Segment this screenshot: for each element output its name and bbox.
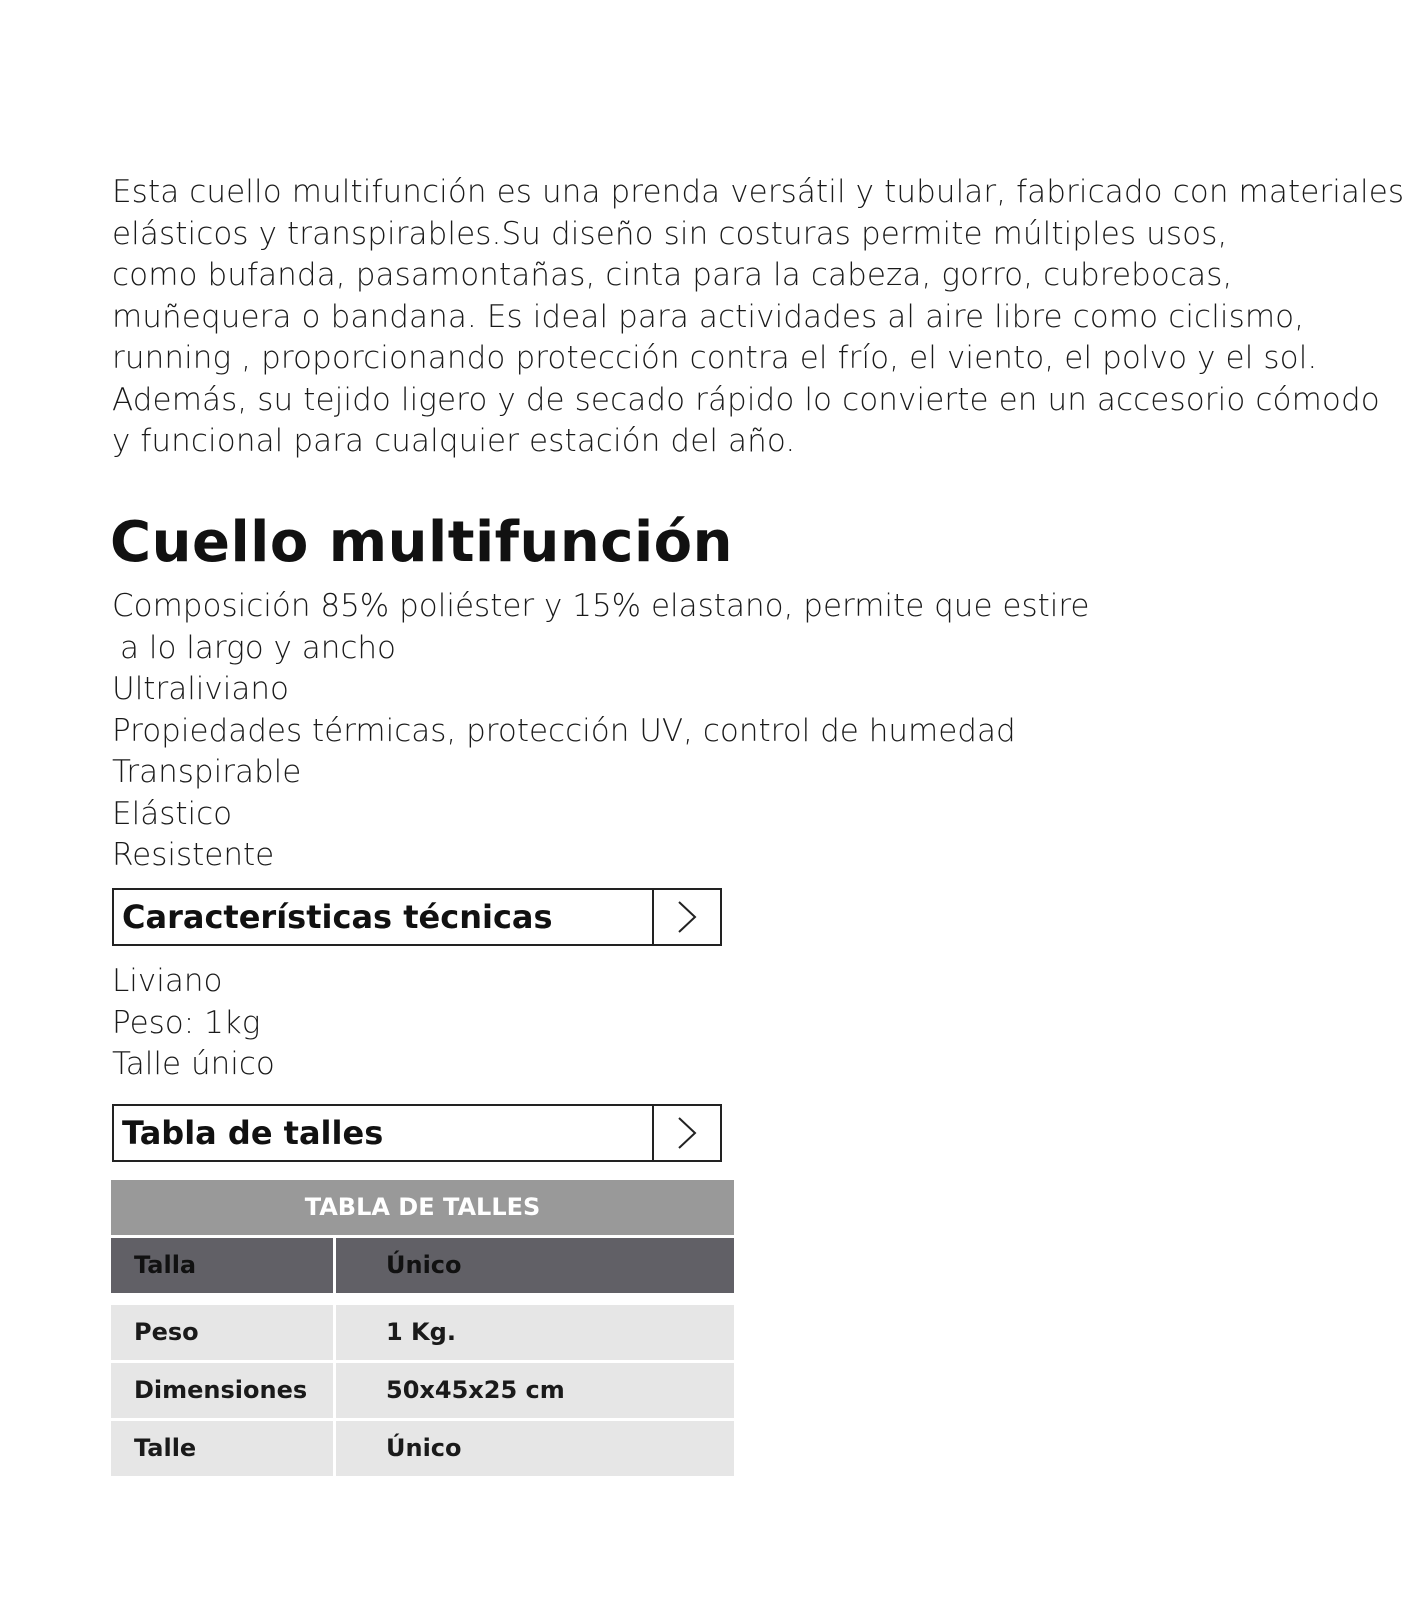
- spec-item: Talle único: [112, 1046, 275, 1082]
- feature-item: Ultraliviano: [112, 671, 289, 707]
- table-cell-label: Dimensiones: [111, 1363, 336, 1418]
- description-line: como bufanda, pasamontañas, cinta para la cabeza, gorro, cubrebocas,: [112, 257, 1233, 293]
- size-table-header-value: Único: [386, 1251, 462, 1279]
- accordion-label: Características técnicas: [122, 898, 553, 936]
- description-line: elásticos y transpirables.Su diseño sin costuras permite múltiples usos,: [112, 215, 1228, 252]
- chevron-right-icon: [676, 1116, 698, 1150]
- feature-item: Resistente: [112, 837, 275, 873]
- table-cell-value: 1 Kg.: [386, 1318, 456, 1346]
- table-cell-value: Único: [386, 1434, 462, 1462]
- feature-list: [112, 586, 1090, 877]
- feature-item: Propiedades térmicas, protección UV, control de humedad: [112, 712, 1016, 749]
- feature-item: Composición 85% poliéster y 15% elastano, permite que estire: [112, 588, 1090, 624]
- product-title: Cuello multifunción: [110, 510, 734, 575]
- spec-list: [112, 961, 275, 1086]
- table-cell-value: 50x45x25 cm: [386, 1376, 565, 1404]
- description-line: muñequera o bandana. Es ideal para actividades al aire libre como ciclismo,: [112, 298, 1305, 335]
- spec-item: Peso: 1kg: [112, 1004, 261, 1041]
- size-table-title: TABLA DE TALLES: [111, 1180, 734, 1235]
- accordion-toggle[interactable]: [652, 890, 720, 944]
- feature-item: Elástico: [112, 795, 233, 832]
- size-table-header-row: [111, 1238, 734, 1293]
- spec-item: Liviano: [112, 963, 223, 999]
- description-line: y funcional para cualquier estación del año.: [112, 423, 796, 459]
- size-table-header-label: Talla: [111, 1238, 336, 1293]
- description-line: Además, su tejido ligero y de secado rápido lo convierte en un accesorio cómodo: [112, 381, 1380, 418]
- chevron-right-icon: [676, 900, 698, 934]
- description-line: running , proporcionando protección contra el frío, el viento, el polvo y el sol.: [112, 340, 1318, 376]
- table-row: [111, 1421, 734, 1476]
- feature-item: Transpirable: [112, 754, 302, 790]
- accordion-size-chart[interactable]: [112, 1104, 722, 1162]
- table-row: [111, 1305, 734, 1360]
- product-description: [112, 172, 1412, 463]
- feature-item: a lo largo y ancho: [120, 629, 397, 666]
- description-line: Esta cuello multifunción es una prenda versátil y tubular, fabricado con materiales: [112, 174, 1405, 210]
- table-cell-label: Peso: [111, 1305, 336, 1360]
- accordion-toggle[interactable]: [652, 1106, 720, 1160]
- table-cell-label: Talle: [111, 1421, 336, 1476]
- table-row: [111, 1363, 734, 1418]
- accordion-technical-specs[interactable]: [112, 888, 722, 946]
- size-table: [111, 1180, 734, 1476]
- accordion-label: Tabla de talles: [122, 1114, 384, 1152]
